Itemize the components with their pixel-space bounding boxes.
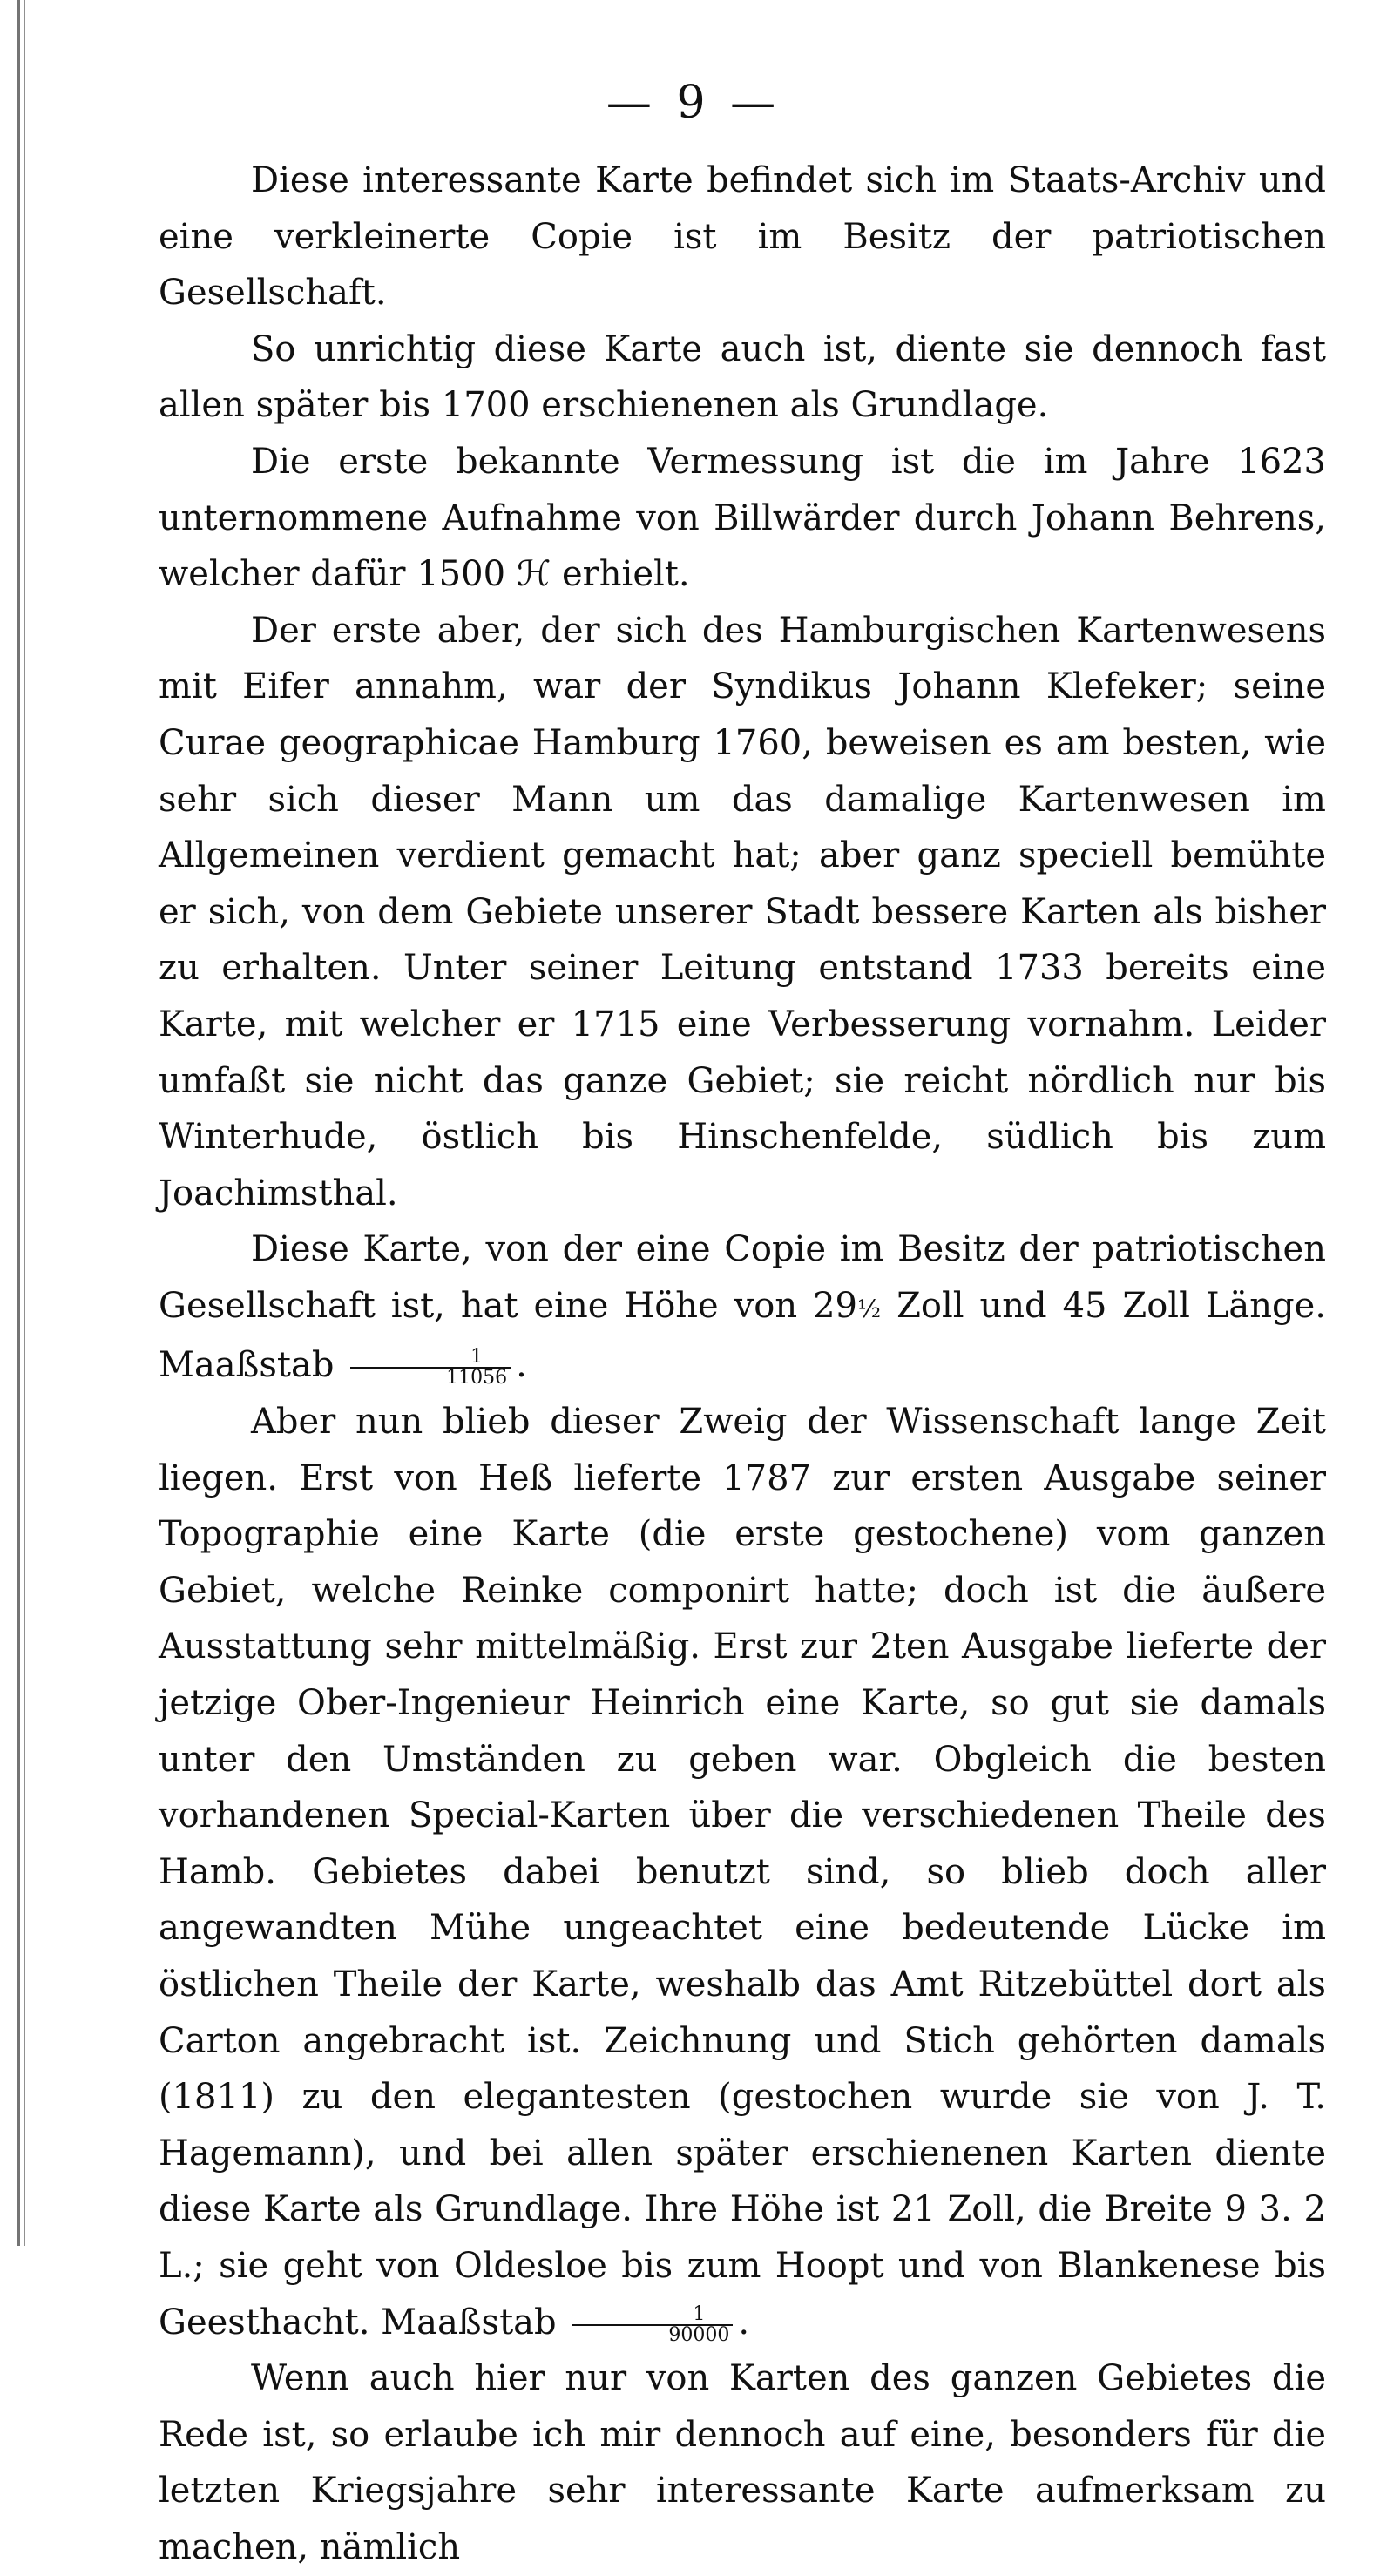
paragraph — [159, 2350, 1326, 2575]
paragraph-text: Der erste aber, der sich des Hamburgischen Kartenwesens mit Eifer annahm, war der Syndikus Johann Klefeker; seine Curae geographicae Hamburg 1760, beweisen es am besten, wie sehr sich dieser Mann um das damalige Kartenwesen im Allgemeinen verdient gemacht hat; aber ganz speciell bemühte er sich, von dem Gebiete unserer Stadt bessere Karten als bisher zu erhalten. Unter seiner Leitung entstand 1733 bereits eine Karte, mit welcher er 1715 eine Verbesserung vornahm. Leider umfaßt sie nicht das ganze Gebiet; sie reicht nördlich nur bis Winterhude, östlich bis Hinschenfelde, südlich bis zum Joachimsthal. — [159, 610, 1326, 1214]
paragraph-text: Zoll und 45 Zoll Länge. Maaßstab — [159, 1285, 1327, 1386]
page-binding-edge — [17, 0, 31, 2246]
scale-numerator: 1 — [693, 2302, 706, 2325]
paragraph — [159, 321, 1326, 434]
paragraph — [159, 1394, 1326, 2350]
paragraph-text: Diese Karte, von der eine Copie im Besitz der patriotischen Gesellschaft ist, hat eine Höhe von 29 — [159, 1229, 1326, 1326]
body-text — [159, 152, 1326, 2576]
paragraph-tail: . — [738, 2302, 750, 2343]
paragraph — [159, 152, 1326, 321]
scale-fraction — [350, 1348, 511, 1388]
scale-denominator: 90000 — [572, 2324, 733, 2345]
paragraph-text: So unrichtig diese Karte auch ist, diente sie dennoch fast allen später bis 1700 erschienenen als Grundlage. — [159, 328, 1326, 426]
paragraph-text: Diese interessante Karte befindet sich im Staats-Archiv und eine verkleinerte Copie ist im Besitz der patriotischen Gesellschaft. — [159, 160, 1326, 314]
scale-fraction — [572, 2302, 733, 2346]
page-number: — 9 — — [606, 77, 781, 129]
paragraph-text: Aber nun blieb dieser Zweig der Wissenschaft lange Zeit liegen. Erst von Heß lieferte 1787 zur ersten Ausgabe seiner Topographie eine Karte (die erste gestochene) vom ganzen Gebiet, welche Reinke componirt hatte; doch ist die äußere Ausstattung sehr mittelmäßig. Erst zur 2ten Ausgabe lieferte der jetzige Ober-Ingenieur Heinrich eine Karte, so gut sie damals unter den Umständen zu geben war. Obgleich die besten vorhandenen Special-Karten über die verschiedenen Theile des Hamb. Gebietes dabei benutzt sind, so blieb doch aller angewandten Mühe ungeachtet eine bedeutende Lücke im östlichen Theile der Karte, weshalb das Amt Ritzebüttel dort als Carton angebracht ist. Zeichnung und Stich gehörten damals (1811) zu den elegantesten (gestochen wurde sie von J. T. Hagemann), und bei allen später erschienenen Karten diente diese Karte als Grundlage. Ihre Höhe ist 21 Zoll, die Breite 9 3. 2 L.; sie geht von Oldesloe bis zum Hoopt und von Blankenese bis Geesthacht. Maaßstab — [159, 1402, 1326, 2343]
fraction-half: ½ — [856, 1294, 882, 1323]
paragraph — [159, 434, 1326, 603]
paragraph-text: Die erste bekannte Vermessung ist die im Jahre 1623 unternommene Aufnahme von Billwärder durch Johann Behrens, welcher dafür 1500 ℋ erhielt. — [159, 441, 1326, 595]
paragraph-text: Wenn auch hier nur von Karten des ganzen Gebietes die Rede ist, so erlaube ich mir dennoch auf eine, besonders für die letzten Kriegsjahre sehr interessante Karte aufmerksam zu machen, nämlich — [159, 2358, 1326, 2567]
paragraph — [159, 603, 1326, 1222]
paragraph-tail: . — [516, 1345, 527, 1386]
scale-numerator: 1 — [470, 1346, 484, 1369]
paragraph — [159, 1221, 1326, 1394]
scale-denominator: 11056 — [350, 1367, 511, 1388]
